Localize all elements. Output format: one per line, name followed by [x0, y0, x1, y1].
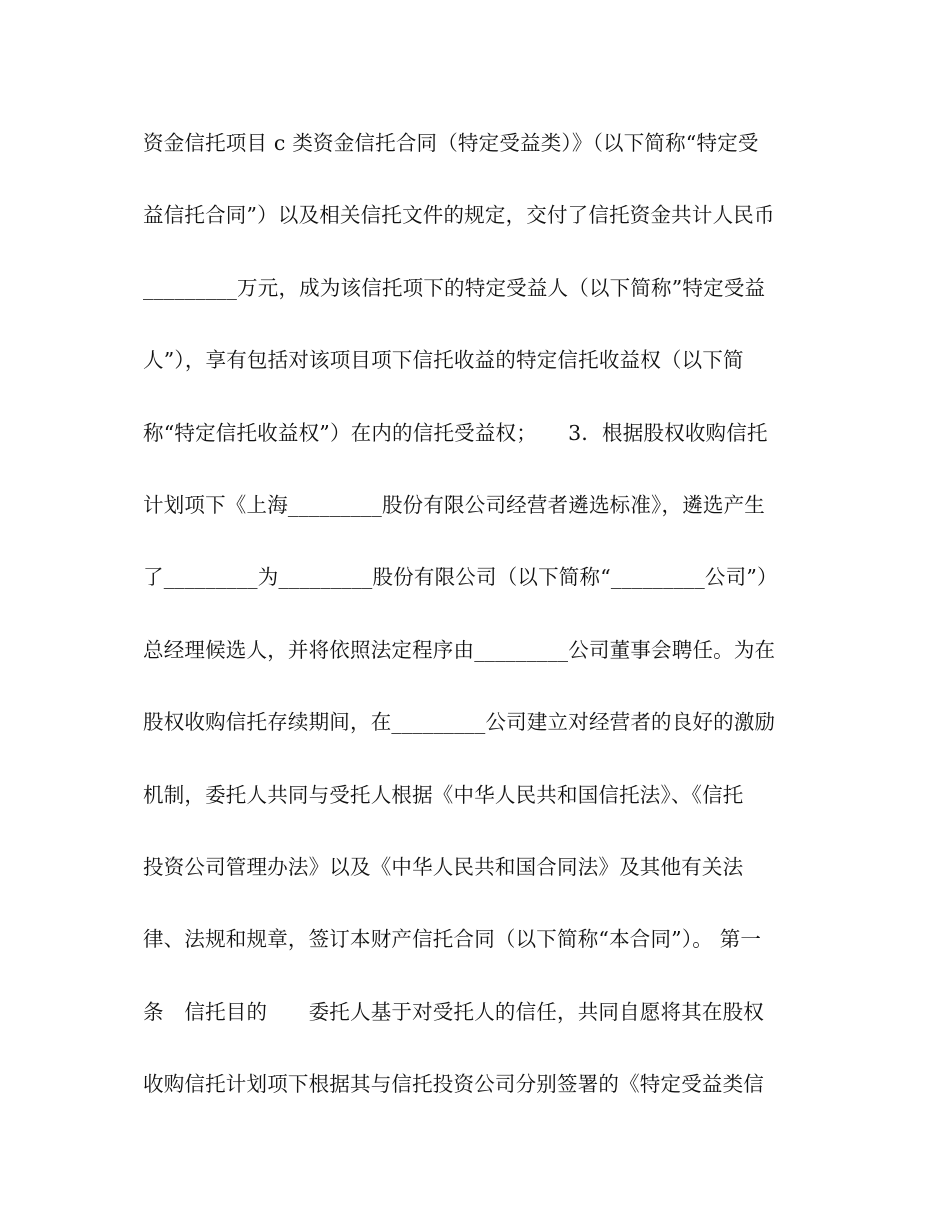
text-line: 律、法规和规章，签订本财产信托合同（以下简称“本合同”）。 第一	[143, 927, 762, 952]
text-line: 资金信托项目 c 类资金信托合同（特定受益类）》（以下简称“特定受	[143, 131, 759, 155]
text-line: 股权收购信托存续期间，在_________公司建立对经营者的良好的激励	[143, 710, 776, 735]
text-line: _________万元，成为该信托项下的特定受益人（以下简称”特定受益	[143, 275, 766, 300]
document-body	[143, 118, 823, 1131]
text-line: 益信托合同”）以及相关信托文件的规定，交付了信托资金共计人民币	[143, 203, 775, 228]
text-line: 条 信托目的 委托人基于对受托人的信任，共同自愿将其在股权	[143, 999, 764, 1024]
text-line: 计划项下《上海_________股份有限公司经营者遴选标准》，遴选产生	[143, 492, 765, 517]
text-line: 机制，委托人共同与受托人根据《中华人民共和国信托法》、《信托	[143, 782, 744, 807]
text-line: 收购信托计划项下根据其与信托投资公司分别签署的《特定受益类信	[143, 1072, 764, 1097]
text-line: 人”），享有包括对该项目项下信托收益的特定信托收益权（以下简	[143, 348, 744, 373]
text-line: 总经理候选人，并将依照法定程序由_________公司董事会聘任。为在	[143, 637, 776, 662]
text-line: 称“特定信托收益权”）在内的信托受益权； 3．根据股权收购信托	[143, 420, 768, 445]
text-line: 投资公司管理办法》以及《中华人民共和国合同法》及其他有关法	[143, 854, 744, 879]
text-line: 了_________为_________股份有限公司（以下简称“_________公司”）	[143, 565, 778, 590]
